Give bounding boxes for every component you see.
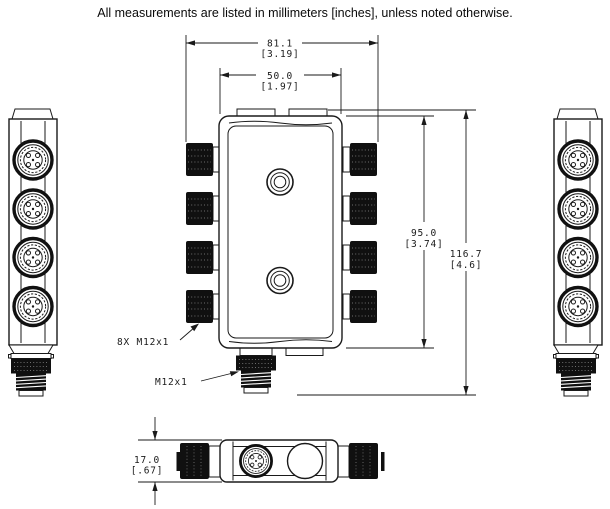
mounting-hole-bottom: [267, 268, 293, 294]
arrowhead: [421, 116, 426, 125]
bottom-view: [177, 440, 385, 482]
m12-port-face: [559, 239, 597, 277]
units-note: All measurements are listed in millimeters [inches], unless noted otherwise.: [97, 6, 513, 20]
m12-port-face: [559, 141, 597, 179]
dimension-inner-width: [220, 68, 341, 114]
bottom-tab: [286, 348, 323, 356]
arrowhead: [152, 482, 157, 491]
dim-81-1-in: [3.19]: [260, 49, 300, 60]
arrowhead: [230, 371, 239, 376]
dim-17-0-mm: 17.0: [133, 455, 161, 466]
main-male-connector: [236, 356, 276, 394]
m12-port-face: [14, 141, 52, 179]
m12-port-face: [240, 445, 271, 476]
main-male-connector: [11, 359, 51, 397]
dim-50-0-mm: 50.0: [266, 71, 294, 82]
ports-thread-label: 8X M12x1: [117, 337, 170, 348]
arrowhead: [463, 110, 468, 119]
right-side-view: [554, 109, 603, 396]
front-view: [186, 109, 377, 393]
arrowhead: [463, 386, 468, 395]
junction-box-body: [219, 116, 342, 348]
end-connector-left: [180, 443, 209, 479]
arrowhead: [186, 40, 195, 45]
left-side-view: [9, 109, 58, 396]
arrowhead: [332, 72, 341, 77]
m12-port-face: [14, 190, 52, 228]
dim-116-7-mm: 116.7: [449, 249, 483, 260]
m12-port-face: [559, 288, 597, 326]
arrowhead: [152, 431, 157, 440]
blank-boss: [288, 444, 323, 479]
dim-50-0-in: [1.97]: [260, 81, 300, 93]
dim-95-0-in: [3.74]: [404, 239, 444, 250]
dim-95-0-mm: 95.0: [410, 228, 438, 239]
m12-port-face: [559, 190, 597, 228]
main-male-connector: [556, 359, 596, 397]
dim-116-7-in: [4.6]: [449, 260, 483, 271]
label-ports: [117, 324, 199, 349]
m12-port-face: [14, 239, 52, 277]
main-thread-label: M12x1: [155, 377, 188, 388]
m12-port-face: [14, 288, 52, 326]
mounting-hole-top: [267, 169, 293, 195]
end-connector-right: [349, 443, 378, 479]
arrowhead: [369, 40, 378, 45]
arrowhead: [421, 339, 426, 348]
arrowhead: [220, 72, 229, 77]
dim-81-1-mm: 81.1: [266, 38, 294, 50]
bottom-neck: [240, 348, 272, 356]
label-main-connector: [155, 371, 239, 388]
dim-17-0-in: [.67]: [130, 465, 164, 477]
